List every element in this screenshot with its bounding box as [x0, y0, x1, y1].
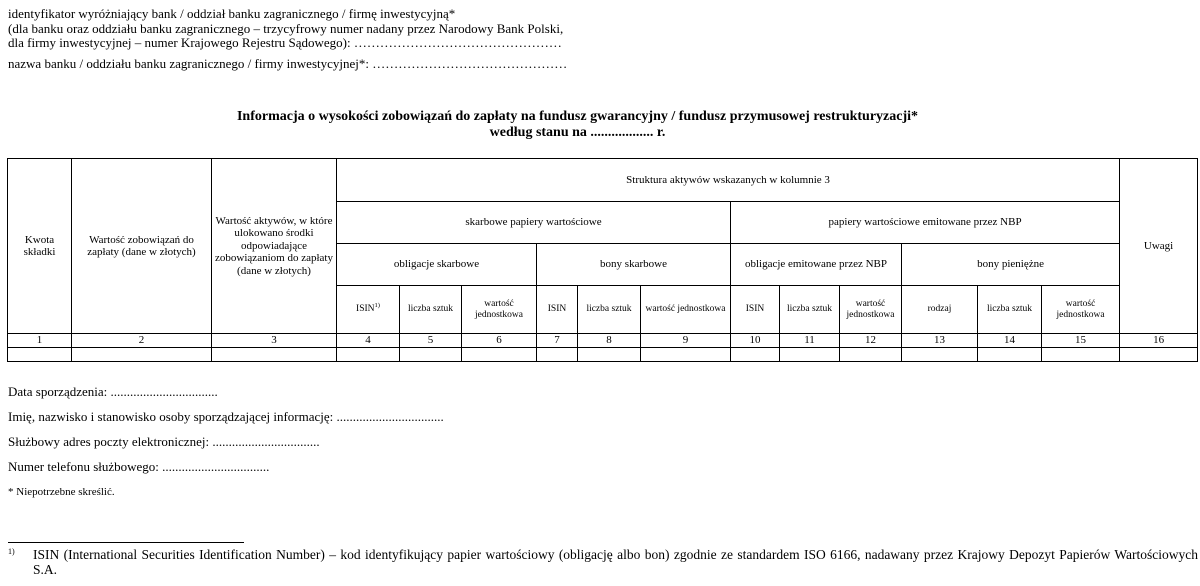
- footnote-text: ISIN (International Securities Identification Number) – kod identyfikujący papier wartościowy (obligację albo bon) zgodnie ze standardem ISO 6166, nadawany przez Krajowy Depozyt Papierów Wartościowych S.A.: [33, 547, 1198, 577]
- column-number: 10: [731, 334, 780, 348]
- table-cell[interactable]: [462, 348, 537, 362]
- bank-name-label: nazwa banku / oddziału banku zagranicznego / firmy inwestycyjnej*: ………………………………………: [8, 55, 568, 71]
- column-number: 3: [212, 334, 337, 348]
- title-line1: Informacja o wysokości zobowiązań do zapłaty na fundusz gwarancyjny / fundusz przymusowej restrukturyzacji*: [236, 109, 919, 124]
- table-cell[interactable]: [641, 348, 731, 362]
- header-obligacje-nbp: obligacje emitowane przez NBP: [731, 244, 902, 286]
- header-liczba-sztuk: liczba sztuk: [400, 286, 462, 334]
- header-wartosc-jednostkowa: wartość jednostkowa: [840, 286, 902, 334]
- identifier-note-line1: (dla banku oraz oddziału banku zagranicznego – trzycyfrowy numer nadany przez Narodowy Bank Polski,: [8, 20, 564, 36]
- table-cell[interactable]: [72, 348, 212, 362]
- email-field: Służbowy adres poczty elektronicznej: .................................: [8, 434, 320, 449]
- header-papiery-nbp: papiery wartościowe emitowane przez NBP: [731, 202, 1120, 244]
- table-cell[interactable]: [337, 348, 400, 362]
- header-rodzaj: rodzaj: [902, 286, 978, 334]
- contribution-table: [7, 158, 1198, 362]
- column-number: 16: [1120, 334, 1198, 348]
- column-numbers-row: [8, 334, 1198, 348]
- header-block: [8, 7, 567, 71]
- header-liczba-sztuk: liczba sztuk: [978, 286, 1042, 334]
- header-wartosc-jednostkowa: wartość jednostkowa: [1042, 286, 1120, 334]
- column-number: 5: [400, 334, 462, 348]
- document-title: [0, 109, 1155, 141]
- table-cell[interactable]: [840, 348, 902, 362]
- header-bony-skarbowe: bony skarbowe: [537, 244, 731, 286]
- column-number: 2: [72, 334, 212, 348]
- table-row: [8, 348, 1198, 362]
- column-number: 12: [840, 334, 902, 348]
- header-wartosc-jednostkowa: wartość jednostkowa: [462, 286, 537, 334]
- table-cell[interactable]: [978, 348, 1042, 362]
- table-cell[interactable]: [578, 348, 641, 362]
- header-wartosc-jednostkowa: wartość jednostkowa: [641, 286, 731, 334]
- table-cell[interactable]: [902, 348, 978, 362]
- date-field: Data sporządzenia: .................................: [8, 384, 218, 399]
- table-cell[interactable]: [537, 348, 578, 362]
- table-cell[interactable]: [780, 348, 840, 362]
- column-number: 4: [337, 334, 400, 348]
- footnote-mark: 1): [8, 547, 15, 556]
- header-kwota-skladki: Kwota składki: [8, 159, 72, 334]
- strike-note: * Niepotrzebne skreślić.: [8, 486, 115, 498]
- header-skarbowe-papiery: skarbowe papiery wartościowe: [337, 202, 731, 244]
- table-cell[interactable]: [1042, 348, 1120, 362]
- identifier-label: identyfikator wyróżniający bank / oddział banku zagranicznego / firmę inwestycyjną*: [8, 6, 456, 21]
- column-number: 11: [780, 334, 840, 348]
- header-isin-bony-skarbowe: ISIN: [537, 286, 578, 334]
- column-number: 6: [462, 334, 537, 348]
- table-cell[interactable]: [8, 348, 72, 362]
- phone-field: Numer telefonu służbowego: .................................: [8, 459, 270, 474]
- column-number: 8: [578, 334, 641, 348]
- header-struktura-aktywow: Struktura aktywów wskazanych w kolumnie 3: [337, 159, 1120, 202]
- header-isin-obligacje-nbp: ISIN: [731, 286, 780, 334]
- column-number: 1: [8, 334, 72, 348]
- header-bony-pieniezne: bony pieniężne: [902, 244, 1120, 286]
- header-wartosc-zobowiazan: Wartość zobowiązań do zapłaty (dane w złotych): [72, 159, 212, 334]
- table-cell[interactable]: [212, 348, 337, 362]
- header-obligacje-skarbowe: obligacje skarbowe: [337, 244, 537, 286]
- column-number: 9: [641, 334, 731, 348]
- identifier-note-line2: dla firmy inwestycyjnej – numer Krajowego Rejestru Sądowego): …………………………………………: [8, 35, 562, 50]
- header-isin-obligacje-skarbowe: ISIN$^{1)}$: [337, 286, 400, 334]
- column-number: 15: [1042, 334, 1120, 348]
- header-liczba-sztuk: liczba sztuk: [578, 286, 641, 334]
- preparer-field: Imię, nazwisko i stanowisko osoby sporządzającej informację: .................................: [8, 409, 444, 424]
- table-cell[interactable]: [400, 348, 462, 362]
- column-number: 13: [902, 334, 978, 348]
- footnote-ref: 1): [374, 301, 380, 309]
- table-cell[interactable]: [1120, 348, 1198, 362]
- column-number: 7: [537, 334, 578, 348]
- table-cell[interactable]: [731, 348, 780, 362]
- footnote-divider: [8, 542, 244, 543]
- title-line2: według stanu na .................. r.: [489, 125, 666, 140]
- header-wartosc-aktywow: Wartość aktywów, w które ulokowano środki odpowiadające zobowiązaniom do zapłaty (dane w złotych): [212, 159, 337, 334]
- header-uwagi: Uwagi: [1120, 159, 1198, 334]
- column-number: 14: [978, 334, 1042, 348]
- signature-fields: [8, 379, 444, 479]
- header-liczba-sztuk: liczba sztuk: [780, 286, 840, 334]
